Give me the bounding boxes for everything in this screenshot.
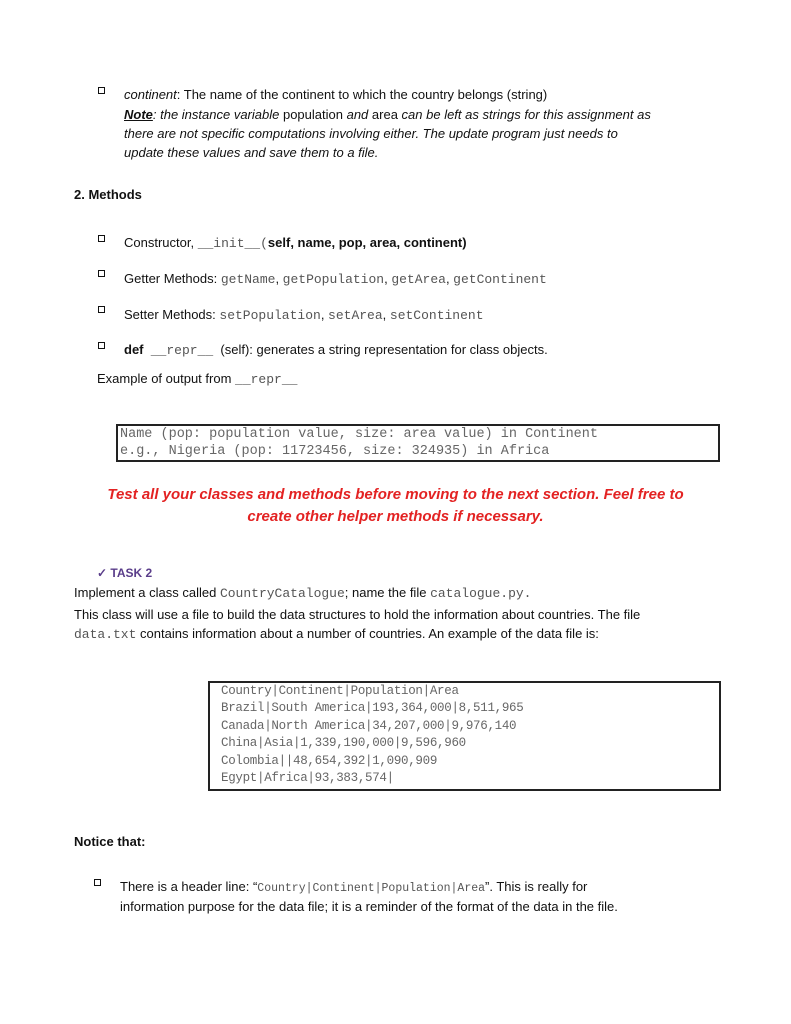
repr-desc: (self): generates a string representation for class objects. bbox=[220, 342, 548, 357]
data-file-code: data.txt bbox=[74, 627, 137, 642]
constructor-line bbox=[124, 234, 467, 252]
setter-set-area: setArea bbox=[328, 308, 383, 323]
red-note-line-2: create other helper methods if necessary. bbox=[247, 508, 544, 525]
setter-set-population: setPopulation bbox=[219, 308, 321, 323]
getter-get-continent: getContinent bbox=[453, 272, 547, 287]
getter-get-name: getName bbox=[220, 272, 276, 287]
data-line-2: Brazil|South America|193,364,000|8,511,965 bbox=[221, 701, 524, 715]
bullet-getters bbox=[98, 270, 105, 277]
notice-item-1-line-1 bbox=[120, 878, 587, 897]
getter-get-population: getPopulation bbox=[282, 272, 385, 287]
note-label: Note bbox=[124, 107, 153, 122]
task2-l1-c: ; name the file bbox=[344, 585, 431, 600]
getter-label: Getter Methods: bbox=[124, 271, 221, 286]
example-output-box bbox=[116, 424, 720, 462]
bullet-notice-1 bbox=[94, 879, 101, 886]
header-line-code: Country|Continent|Population|Area bbox=[257, 882, 486, 895]
setter-sep-1: , bbox=[320, 307, 329, 322]
note-text-a: : the instance variable bbox=[152, 107, 280, 122]
data-file-box bbox=[208, 681, 721, 791]
example-box-line-1: Name (pop: population value, size: area value) in Continent bbox=[120, 427, 598, 442]
note-text-e: can be left as strings for this assignment as bbox=[401, 107, 651, 122]
getter-sep-2: , bbox=[384, 271, 392, 286]
note-line-2: there are not specific computations involving either. The update program just needs to bbox=[124, 126, 618, 141]
repr-line bbox=[124, 341, 548, 359]
getter-sep-1: , bbox=[275, 271, 283, 286]
setter-set-continent: setContinent bbox=[389, 308, 484, 323]
task2-l1-a: Implement a class called bbox=[74, 585, 220, 600]
class-name-code: CountryCatalogue bbox=[219, 586, 345, 601]
bullet-repr bbox=[98, 342, 105, 349]
task2-line-1 bbox=[74, 584, 531, 602]
getter-sep-3: , bbox=[445, 271, 454, 286]
data-line-6: Egypt|Africa|93,383,574| bbox=[221, 771, 394, 785]
def-keyword: def bbox=[124, 342, 144, 357]
constructor-params: self, name, pop, area, continent) bbox=[267, 235, 467, 250]
example-label: Example of output from bbox=[97, 371, 236, 386]
data-line-5: Colombia||48,654,392|1,090,909 bbox=[221, 753, 438, 768]
example-label-line bbox=[97, 370, 297, 388]
notice-item1-a: There is a header line: “ bbox=[120, 879, 258, 894]
notice-item1-c: ”. This is really for bbox=[485, 879, 588, 894]
task-2-heading bbox=[97, 565, 152, 582]
example-code: __repr__ bbox=[235, 372, 298, 387]
notice-item-1-line-2: information purpose for the data file; it is a reminder of the format of the data in the file. bbox=[120, 899, 618, 914]
task-2-title: TASK 2 bbox=[110, 566, 153, 580]
getter-line bbox=[124, 270, 547, 288]
setter-label: Setter Methods: bbox=[124, 307, 220, 322]
continent-desc: : The name of the continent to which the country belongs (string) bbox=[176, 87, 548, 102]
note-line-1 bbox=[124, 106, 651, 123]
red-note-line-1: Test all your classes and methods before moving to the next section. Feel free to bbox=[107, 486, 684, 503]
data-line-4: China|Asia|1,339,190,000|9,596,960 bbox=[221, 736, 466, 750]
continent-line bbox=[124, 86, 547, 103]
task2-l3-b: contains information about a number of countries. An example of the data file is: bbox=[136, 626, 599, 641]
notice-heading: Notice that: bbox=[74, 834, 146, 849]
note-line-3: update these values and save them to a file. bbox=[124, 145, 379, 160]
bullet-constructor bbox=[98, 235, 105, 242]
constructor-code: __init__( bbox=[197, 236, 268, 251]
continent-term: continent bbox=[124, 87, 177, 102]
repr-code: __repr__ bbox=[150, 343, 214, 358]
setter-line bbox=[124, 306, 484, 324]
note-text-d: area bbox=[368, 107, 402, 122]
task2-line-3 bbox=[74, 625, 599, 643]
section-2-heading: 2. Methods bbox=[74, 187, 142, 202]
task2-line-2: This class will use a file to build the data structures to hold the information about countries. The file bbox=[74, 607, 641, 622]
data-line-3: Canada|North America|34,207,000|9,976,140 bbox=[221, 718, 517, 733]
bullet-setters bbox=[98, 306, 105, 313]
note-text-c: and bbox=[346, 107, 369, 122]
check-icon: ✓ bbox=[97, 566, 108, 580]
data-line-1: Country|Continent|Population|Area bbox=[221, 684, 459, 698]
bullet-continent bbox=[98, 87, 105, 94]
example-box-line-2: e.g., Nigeria (pop: 11723456, size: 324935) in Africa bbox=[120, 444, 550, 459]
note-text-b: population bbox=[279, 107, 347, 122]
file-name-code: catalogue.py. bbox=[430, 586, 532, 601]
setter-sep-2: , bbox=[382, 307, 390, 322]
getter-get-area: getArea bbox=[391, 272, 446, 287]
constructor-label: Constructor, bbox=[124, 235, 198, 250]
